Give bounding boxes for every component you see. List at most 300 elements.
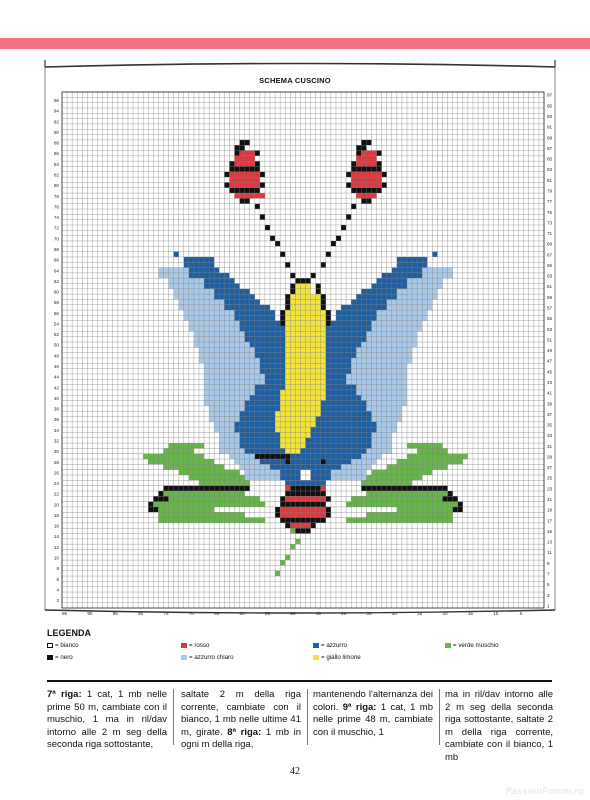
stitch-segment [250, 342, 286, 347]
stitch-segment [326, 507, 331, 512]
stitch-segment [366, 448, 391, 453]
stitch-segment [351, 459, 376, 464]
row-label-left: 8 [56, 566, 59, 572]
stitch-segment [179, 305, 225, 310]
section-divider [47, 680, 552, 682]
row-label-right: 61 [547, 284, 553, 290]
stitch-segment [407, 278, 443, 283]
row-label-right: 67 [547, 252, 553, 258]
stitch-segment [321, 406, 367, 411]
stitch-segment [199, 347, 255, 352]
stitch-segment [255, 161, 260, 166]
stitch-segment [295, 289, 310, 294]
stitch-segment [432, 252, 437, 257]
row-label-left: 10 [53, 555, 59, 561]
row-label-left: 82 [53, 172, 59, 178]
column-label: 80 [138, 611, 144, 616]
row-label-left: 84 [53, 161, 59, 167]
stitch-segment [387, 305, 433, 310]
stitch-segment [351, 369, 407, 374]
column-label: 45 [315, 611, 321, 616]
row-label-right: 11 [547, 550, 552, 556]
row-label-left: 34 [53, 427, 59, 433]
row-label-left: 50 [53, 342, 59, 348]
stitch-segment [174, 252, 179, 257]
legend-label: = rosso [189, 642, 210, 649]
row-label-left: 58 [53, 300, 59, 306]
column-label: 10 [493, 611, 499, 616]
stitch-segment [290, 454, 326, 459]
row-label-right: 37 [547, 411, 553, 417]
stitch-segment [366, 491, 452, 496]
stitch-segment [290, 544, 295, 549]
column-label: 90 [87, 611, 93, 616]
legend-item-giallo-limone [313, 654, 361, 661]
stitch-segment [204, 284, 240, 289]
stitch-segment [351, 161, 356, 166]
stitch-segment [209, 406, 245, 411]
stitch-segment [295, 528, 310, 533]
row-label-right: 47 [547, 358, 553, 364]
stitch-segment [280, 512, 326, 517]
row-label-right: 31 [547, 443, 553, 449]
stitch-segment [219, 448, 244, 453]
stitch-segment [326, 315, 331, 320]
legend-label: = azzurro chiaro [189, 654, 234, 661]
stitch-segment [275, 241, 280, 246]
row-label-left: 16 [53, 523, 59, 529]
row-label-right: 59 [547, 294, 553, 300]
row-label-right: 9 [547, 560, 550, 566]
row-label-left: 52 [53, 332, 59, 338]
row-label-left: 90 [53, 129, 59, 135]
stitch-segment [311, 427, 377, 432]
stitch-segment [326, 459, 351, 464]
stitch-segment [275, 507, 280, 512]
row-label-right: 19 [547, 507, 553, 513]
stitch-segment [169, 278, 205, 283]
row-label-left: 26 [53, 470, 59, 476]
stitch-segment [306, 438, 372, 443]
stitch-segment [321, 262, 326, 267]
stitch-segment [224, 299, 260, 304]
stitch-segment [321, 486, 326, 491]
row-label-left: 2 [56, 598, 59, 604]
row-label-right: 57 [547, 305, 553, 311]
column-label: 30 [391, 611, 397, 616]
stitch-segment [326, 496, 331, 501]
stitch-segment [260, 369, 285, 374]
stitch-segment [245, 401, 281, 406]
stitch-segment [280, 390, 326, 395]
stitch-segment [300, 464, 315, 469]
row-label-left: 4 [56, 587, 59, 593]
instruction-text: 1 mb in ogni m della riga, [181, 726, 302, 750]
stitch-segment [204, 369, 260, 374]
column-label: 65 [214, 611, 220, 616]
stitch-segment [316, 416, 372, 421]
stitch-segment [295, 539, 300, 544]
row-label-right: 73 [547, 220, 553, 226]
row-label-right: 93 [547, 113, 553, 119]
row-label-right: 7 [547, 571, 550, 577]
stitch-segment [346, 172, 351, 177]
row-label-right: 27 [547, 465, 553, 471]
row-label-left: 54 [53, 321, 59, 327]
row-label-left: 30 [53, 449, 59, 455]
row-label-right: 15 [547, 528, 553, 534]
stitch-segment [326, 326, 372, 331]
stitch-segment [326, 358, 351, 363]
stitch-segment [306, 443, 372, 448]
stitch-segment [275, 427, 311, 432]
stitch-segment [371, 284, 407, 289]
stitch-segment [280, 507, 326, 512]
row-label-left: 92 [53, 119, 59, 125]
stitch-segment [280, 315, 285, 320]
stitch-segment [275, 411, 321, 416]
stitch-segment [158, 507, 214, 512]
row-label-right: 69 [547, 241, 553, 247]
stitch-segment [326, 321, 331, 326]
column-divider [307, 689, 308, 745]
row-label-right: 13 [547, 539, 553, 545]
stitch-segment [280, 443, 305, 448]
stitch-segment [458, 502, 463, 507]
row-label-left: 78 [53, 193, 59, 199]
legend-label: = verde muschio [453, 642, 499, 649]
row-label-left: 60 [53, 289, 59, 295]
row-label-left: 74 [53, 215, 59, 221]
stitch-segment [265, 225, 270, 230]
stitch-segment [341, 305, 387, 310]
stitch-segment [382, 182, 387, 187]
row-label-left: 32 [53, 438, 59, 444]
legend-item-azzurro-chiaro [181, 654, 234, 661]
stitch-segment [351, 299, 387, 304]
column-label: 50 [290, 611, 296, 616]
row-label-right: 1 [547, 603, 550, 609]
stitch-segment [280, 560, 285, 565]
row-label-right: 29 [547, 454, 553, 460]
chart-title: SCHEMA CUSCINO [259, 76, 331, 85]
column-divider [439, 689, 440, 745]
column-label: 35 [366, 611, 372, 616]
row-heading: 9ª riga: [342, 701, 377, 713]
stitch-segment [285, 448, 300, 453]
legend-label: = nero [55, 654, 73, 661]
legend-item-verde-muschio [445, 642, 499, 649]
stitch-segment [366, 406, 402, 411]
stitch-segment [397, 507, 453, 512]
stitch-segment [189, 475, 245, 480]
stitch-segment [361, 395, 407, 400]
stitch-segment [280, 496, 285, 501]
row-label-right: 83 [547, 167, 553, 173]
row-label-left: 86 [53, 151, 59, 157]
column-label: 15 [467, 611, 473, 616]
row-label-right: 95 [547, 103, 553, 109]
stitch-segment [326, 252, 331, 257]
stitch-segment [194, 342, 250, 347]
row-label-right: 53 [547, 326, 553, 332]
stitch-segment [235, 459, 260, 464]
stitch-segment [377, 161, 382, 166]
legend-swatch-bianco [47, 643, 53, 648]
stitch-segment [377, 151, 382, 156]
row-label-right: 91 [547, 124, 553, 130]
row-label-left: 36 [53, 417, 59, 423]
stitch-segment [229, 161, 234, 166]
stitch-segment [280, 252, 285, 257]
column-label: 20 [442, 611, 448, 616]
legend-item-bianco [47, 642, 79, 649]
row-label-right: 79 [547, 188, 553, 194]
text-column-1 [47, 689, 167, 752]
column-label: 40 [341, 611, 347, 616]
stitch-segment [295, 284, 310, 289]
stitch-segment [306, 278, 311, 283]
text-column-2 [181, 689, 301, 752]
row-label-left: 96 [53, 98, 59, 104]
stitch-segment [321, 459, 326, 464]
column-label: 55 [264, 611, 271, 616]
stitch-segment [169, 284, 205, 289]
row-label-left: 6 [56, 576, 59, 582]
row-label-right: 89 [547, 135, 553, 141]
stitch-segment [346, 214, 351, 219]
stitch-segment [290, 528, 295, 533]
stitch-segment [443, 496, 458, 501]
stitch-segment [285, 294, 290, 299]
stitch-segment [224, 172, 229, 177]
row-label-right: 51 [547, 337, 553, 343]
row-heading: 8ª riga: [227, 726, 262, 738]
legend-label: = giallo limone [321, 654, 361, 661]
stitch-segment [448, 491, 453, 496]
stitch-segment [321, 294, 326, 299]
row-label-left: 68 [53, 246, 59, 252]
row-label-right: 35 [547, 422, 553, 428]
column-divider [173, 689, 174, 745]
stitch-segment [260, 358, 285, 363]
text-column-4 [445, 689, 553, 764]
stitch-segment [346, 182, 351, 187]
row-label-left: 62 [53, 278, 59, 284]
instruction-text: 1 cat, 1 mb nelle prime 48 m, cambiate con il muschio, 1 [313, 701, 433, 738]
stitch-segment [316, 284, 321, 289]
stitch-segment [361, 342, 417, 347]
stitch-segment [321, 401, 367, 406]
stitch-segment [158, 518, 265, 523]
stitch-segment [204, 363, 260, 368]
row-label-right: 41 [547, 390, 553, 396]
row-heading: 7ª riga: [47, 689, 82, 700]
row-label-right: 39 [547, 401, 553, 407]
stitch-segment [326, 395, 362, 400]
stitch-segment [280, 321, 285, 326]
watermark: PassionForum.ru [505, 786, 584, 796]
stitch-segment [316, 464, 341, 469]
legend-item-nero [47, 654, 73, 661]
row-label-right: 5 [547, 582, 550, 588]
stitch-segment [326, 512, 331, 517]
stitch-segment [229, 454, 254, 459]
instruction-text: mantenendo l'alternanza dei colori. [313, 689, 433, 713]
stitch-segment [214, 289, 250, 294]
instruction-text: ma in ril/dav intorno alle 2 m seg della seconda riga sottostante, saltate 2 m della riga corrente, cambiate con il bianco, 1 mb [445, 689, 553, 763]
page-number: 42 [290, 766, 300, 777]
row-label-left: 24 [53, 481, 59, 487]
stitch-segment [280, 518, 326, 523]
row-label-left: 48 [53, 353, 59, 359]
column-label: 95 [61, 611, 68, 616]
legend-item-azzurro [313, 642, 347, 649]
row-label-right: 55 [547, 316, 553, 322]
stitch-segment [356, 347, 412, 352]
row-label-right: 45 [547, 369, 553, 375]
stitch-segment [153, 496, 168, 501]
stitch-segment [341, 225, 346, 230]
stitch-segment [331, 475, 367, 480]
stitch-segment [285, 305, 290, 310]
legend-swatch-verde-muschio [445, 643, 451, 648]
legend-label: = azzurro [321, 642, 347, 649]
stitch-segment [361, 289, 397, 294]
stitch-segment [275, 571, 280, 576]
stitch-segment [366, 475, 422, 480]
legend-swatch-nero [47, 655, 53, 660]
legend-item-rosso [181, 642, 209, 649]
row-label-right: 65 [547, 262, 553, 268]
row-label-right: 49 [547, 348, 553, 354]
stitch-segment [260, 172, 265, 177]
stitch-segment [280, 502, 326, 507]
row-label-left: 76 [53, 204, 59, 210]
row-label-left: 72 [53, 225, 59, 231]
stitch-segment [311, 523, 316, 528]
instruction-text: saltate 2 m della riga corrente, cambiate con il bianco, 1 mb nelle ultime 41 m, girate. [181, 689, 301, 738]
stitch-segment [356, 151, 361, 156]
stitch-segment [407, 284, 443, 289]
stitch-segment [382, 172, 387, 177]
stitch-segment [255, 454, 291, 459]
stitch-segment [351, 204, 356, 209]
stitch-segment [321, 305, 326, 310]
row-label-right: 25 [547, 475, 553, 481]
stitch-segment [280, 438, 305, 443]
stitch-segment [285, 555, 290, 560]
stitch-segment [260, 363, 285, 368]
row-label-left: 56 [53, 310, 59, 316]
row-label-left: 42 [53, 385, 59, 391]
row-label-left: 14 [53, 534, 59, 540]
stitch-segment [204, 395, 250, 400]
stitch-segment [356, 353, 412, 358]
stitch-segment [158, 491, 163, 496]
row-label-left: 40 [53, 395, 59, 401]
stitch-segment [280, 310, 285, 315]
row-label-right: 85 [547, 156, 553, 162]
stitch-segment [321, 299, 326, 304]
stitch-segment [280, 395, 326, 400]
legend-swatch-rosso [181, 643, 187, 648]
stitch-segment [285, 523, 290, 528]
column-label: 25 [417, 611, 423, 616]
row-label-right: 71 [547, 231, 553, 237]
row-label-right: 97 [547, 92, 553, 98]
column-label: 5 [519, 611, 523, 616]
stitch-segment [290, 273, 295, 278]
stitch-segment [326, 454, 362, 459]
stitch-segment [245, 470, 281, 475]
column-label: 60 [239, 611, 245, 616]
stitch-segment [290, 284, 295, 289]
row-label-left: 20 [53, 502, 59, 508]
stitch-segment [331, 470, 367, 475]
stitch-segment [245, 475, 281, 480]
stitch-segment [311, 273, 316, 278]
row-label-right: 77 [547, 199, 553, 205]
stitch-segment [290, 289, 295, 294]
stitch-segment [361, 486, 447, 491]
row-label-right: 23 [547, 486, 553, 492]
row-label-left: 94 [53, 108, 59, 114]
stitch-segment [240, 326, 286, 331]
row-label-left: 70 [53, 236, 59, 242]
row-label-right: 21 [547, 497, 553, 503]
stitch-segment [407, 443, 443, 448]
row-label-right: 33 [547, 433, 553, 439]
row-label-left: 80 [53, 183, 59, 189]
row-label-right: 63 [547, 273, 553, 279]
stitch-segment [260, 182, 265, 187]
stitch-segment [326, 363, 351, 368]
stitch-segment [331, 241, 336, 246]
row-label-left: 18 [53, 512, 59, 518]
row-label-right: 3 [547, 592, 550, 598]
stitch-segment [387, 299, 433, 304]
row-label-left: 22 [53, 491, 59, 497]
stitch-segment [366, 512, 452, 517]
stitch-segment [158, 512, 244, 517]
stitch-segment [240, 411, 276, 416]
legend-title: LEGENDA [47, 628, 92, 638]
stitch-segment [255, 204, 260, 209]
row-label-left: 46 [53, 364, 59, 370]
stitch-segment [361, 151, 376, 156]
stitch-segment [397, 459, 463, 464]
row-label-left: 12 [53, 544, 59, 550]
column-label: 85 [112, 611, 118, 616]
stitch-segment [240, 151, 255, 156]
row-label-right: 87 [547, 145, 553, 151]
stitch-segment [326, 342, 362, 347]
legend-swatch-giallo-limone [313, 655, 319, 660]
stitch-segment [285, 262, 290, 267]
legend-swatch-azzurro-chiaro [181, 655, 187, 660]
row-label-left: 64 [53, 268, 59, 274]
stitch-segment [179, 299, 225, 304]
stitch-segment [275, 512, 280, 517]
stitch-segment [163, 486, 249, 491]
legend-swatch-azzurro [313, 643, 319, 648]
row-label-right: 81 [547, 177, 553, 183]
stitch-segment [255, 151, 260, 156]
stitch-segment [285, 459, 290, 464]
text-column-3 [313, 689, 433, 739]
column-label: 70 [188, 611, 194, 616]
